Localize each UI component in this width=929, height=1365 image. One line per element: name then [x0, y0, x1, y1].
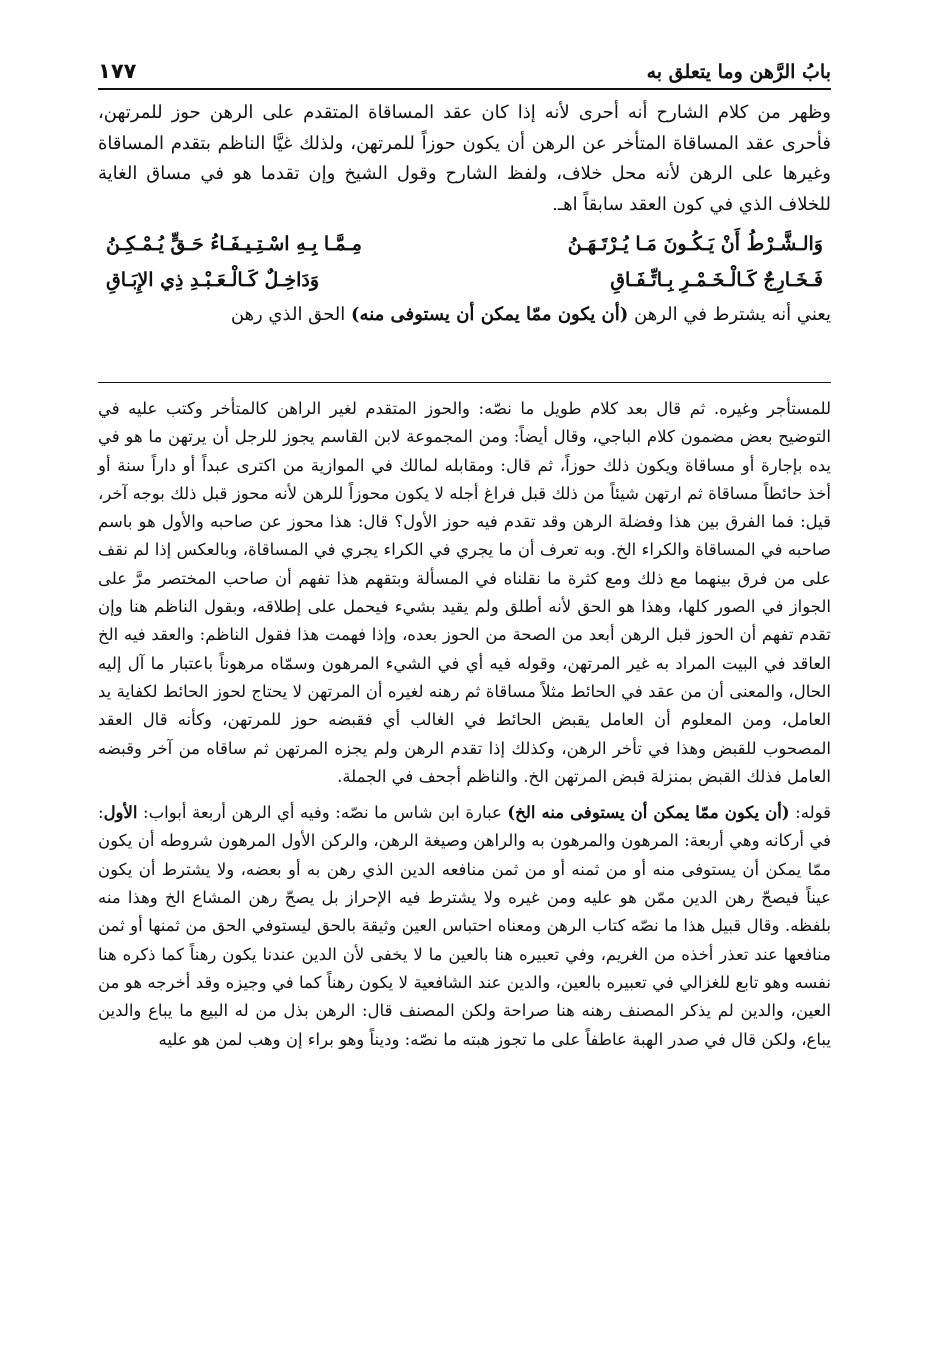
main-paragraph: وظهر من كلام الشارح أنه أحرى لأنه إذا كان عقد المساقاة المتقدم على الرهن حوز للمرتهن، فأحرى عقد المساقاة المتأخر عن الرهن أن يكون حوزاً للمرتهن، ولذلك غيَّا الناظم بتقدم المساقاة وغيرها على الرهن لأنه محل خلاف، ولفظ الشارح وقول الشيخ وإن تقدما هو في مساق الغاية للخلاف الذي في كون العقد سابقاً اهـ.: [98, 102, 831, 215]
page-number: ١٧٧: [98, 59, 137, 83]
note-paragraph: [98, 799, 831, 1054]
verse-hemistich-left: وَدَاخِـلٌ كَـالْـعَـبْـدِ ذِي الإِبَـاقِ: [106, 269, 320, 291]
bold-term: الأول: [103, 803, 138, 823]
text-span: : في أركانه وهي أربعة: المرهون والمرهون به والراهن وصيغة الرهن، والركن الأول المرهون شروطه أن يكون ممّا يمكن أن يستوفى منه أو من ثمنه أو من ثمن منافعه الدين الذي رهن به أو بعضه، ولا يشترط أن يكون عيناً فيصحّ رهن الدين ممّن هو عليه ومن غيره ولا يشترط فيه الإحراز بل يصحّ رهن المشاع الخ وهذا منه بلفظه. وقال قبيل هذا ما نصّه كتاب الرهن ومعناه احتباس العين وثيقة بالحق ليستوفي الحق من ثمنها أو ثمن منافعها عند تعذر أخذه من الغريم، وفي تعبيره هنا بالعين ما لا يخفى لأن الدين عندنا يكون رهناً كما ذكره هنا نفسه وهو تابع للغزالي في تعبيره بالعين، والدين عند الشافعية لا يكون رهناً كما في وجيزه وقد أخرجه هو من العين، والدين لم يذكر المصنف رهنه هنا صراحة ولكن المصنف قال: الرهن بذل من له البيع ما يباع والدين يباع، ولكن قال في صدر الهبة عاطفاً على ما تجوز هبته ما نصّه: وديناً وهو براء إن وهب لمن هو عليه: [98, 803, 831, 1049]
bold-quote: (أن يكون ممّا يمكن أن يستوفى منه): [351, 304, 629, 325]
verse-line: [98, 226, 831, 262]
bold-quote: (أن يكون ممّا يمكن أن يستوفى منه الخ): [507, 803, 790, 823]
main-paragraph: [98, 300, 831, 331]
main-text: [98, 98, 831, 331]
page-header: [98, 54, 831, 90]
chapter-title: بابُ الرَّهن وما يتعلق به: [646, 61, 831, 83]
text-span: الحق الذي رهن: [230, 304, 352, 325]
footnote-separator: [98, 382, 831, 383]
verse-hemistich-right: وَالـشَّـرْطُ أَنْ يَـكُـونَ مَـا يُـرْتَـهَـنُ: [567, 233, 823, 255]
verse-hemistich-left: مِـمَّـا بِـهِ اسْـتِـيـفَـاءُ حَـقٍّ يُـمْـكِـنُ: [106, 233, 362, 255]
note-paragraph: للمستأجر وغيره. ثم قال بعد كلام طويل ما نصّه: والحوز المتقدم لغير الراهن كالمتأخر وكتب عليه في التوضيح بعض مضمون كلام الباجي، وقال أيضاً: ومن المجموعة لابن القاسم يجوز للرجل أن يرتهن ما هو في يده بإجارة أو مساقاة ويكون ذلك حوزاً، ثم قال: ومقابله لمالك في الموازية من اكترى عبداً أو داراً سنة أو أخذ حائطاً مساقاة ثم ارتهن شيئاً من ذلك قبل فراغ أجله لا يكون محوزاً للرهن لأنه محوز قبل ذلك بوجه آخر، قيل: فما الفرق بين هذا وفضلة الرهن وقد تقدم فيه حوز الأول؟ قال: هذا محوز عن صاحبه والأول هو باسم صاحبه في المساقاة والكراء الخ. وبه تعرف أن ما يجري في الكراء يجري في المساقاة، وبالعكس إذا لم نقف على من فرق بينهما مع ذلك ومع كثرة ما نقلناه في المسألة وبتقهم هذا تفهم أن صاحب المختصر مرَّ على الجواز في الصور كلها، وهذا هو الحق لأنه أطلق ولم يقيد بشيء فيحمل على إطلاقه، وبقول الناظم هنا وإن تقدم تفهم أن الحوز قبل الرهن أبعد من الصحة من الحوز بعده، وإذا فهمت هذا فقول الناظم: والعقد فيه الخ العاقد في البيت المراد به غير المرتهن، وقوله فيه أي في الشيء المرهون وسمّاه مرهوناً باعتبار ما آل إليه الحال، والمعنى أن من عقد في الحائط مثلاً مساقاة ثم رهنه لغيره أن المرتهن لا يحتاج لحوز الحائط لكفاية يد العامل، ومن المعلوم أن العامل يقبض الحائط في الغالب أي فقبضه حوز للمرتهن، وكأنه قال العقد المصحوب للقبض وهذا في تأخر الرهن، وكذلك إذا تقدم الرهن ولم يجزه المرتهن ثم ساقاه من آخر وقبضه العامل فذلك القبض بمنزلة قبض المرتهن الخ. والناظم أجحف في الجملة.: [98, 399, 831, 786]
text-span: عبارة ابن شاس ما نصّه: وفيه أي الرهن أربعة أبواب:: [137, 803, 508, 823]
verse-block: [98, 226, 831, 298]
text-span: قوله:: [789, 803, 832, 823]
verse-hemistich-right: فَـخَـارِجٌ كَـالْـخَـمْـرِ بِـاتِّـفَـاقِ: [610, 269, 823, 291]
text-span: يعني أنه يشترط في الرهن: [628, 304, 831, 325]
verse-line: [98, 262, 831, 298]
footnote-text: [98, 395, 831, 1054]
